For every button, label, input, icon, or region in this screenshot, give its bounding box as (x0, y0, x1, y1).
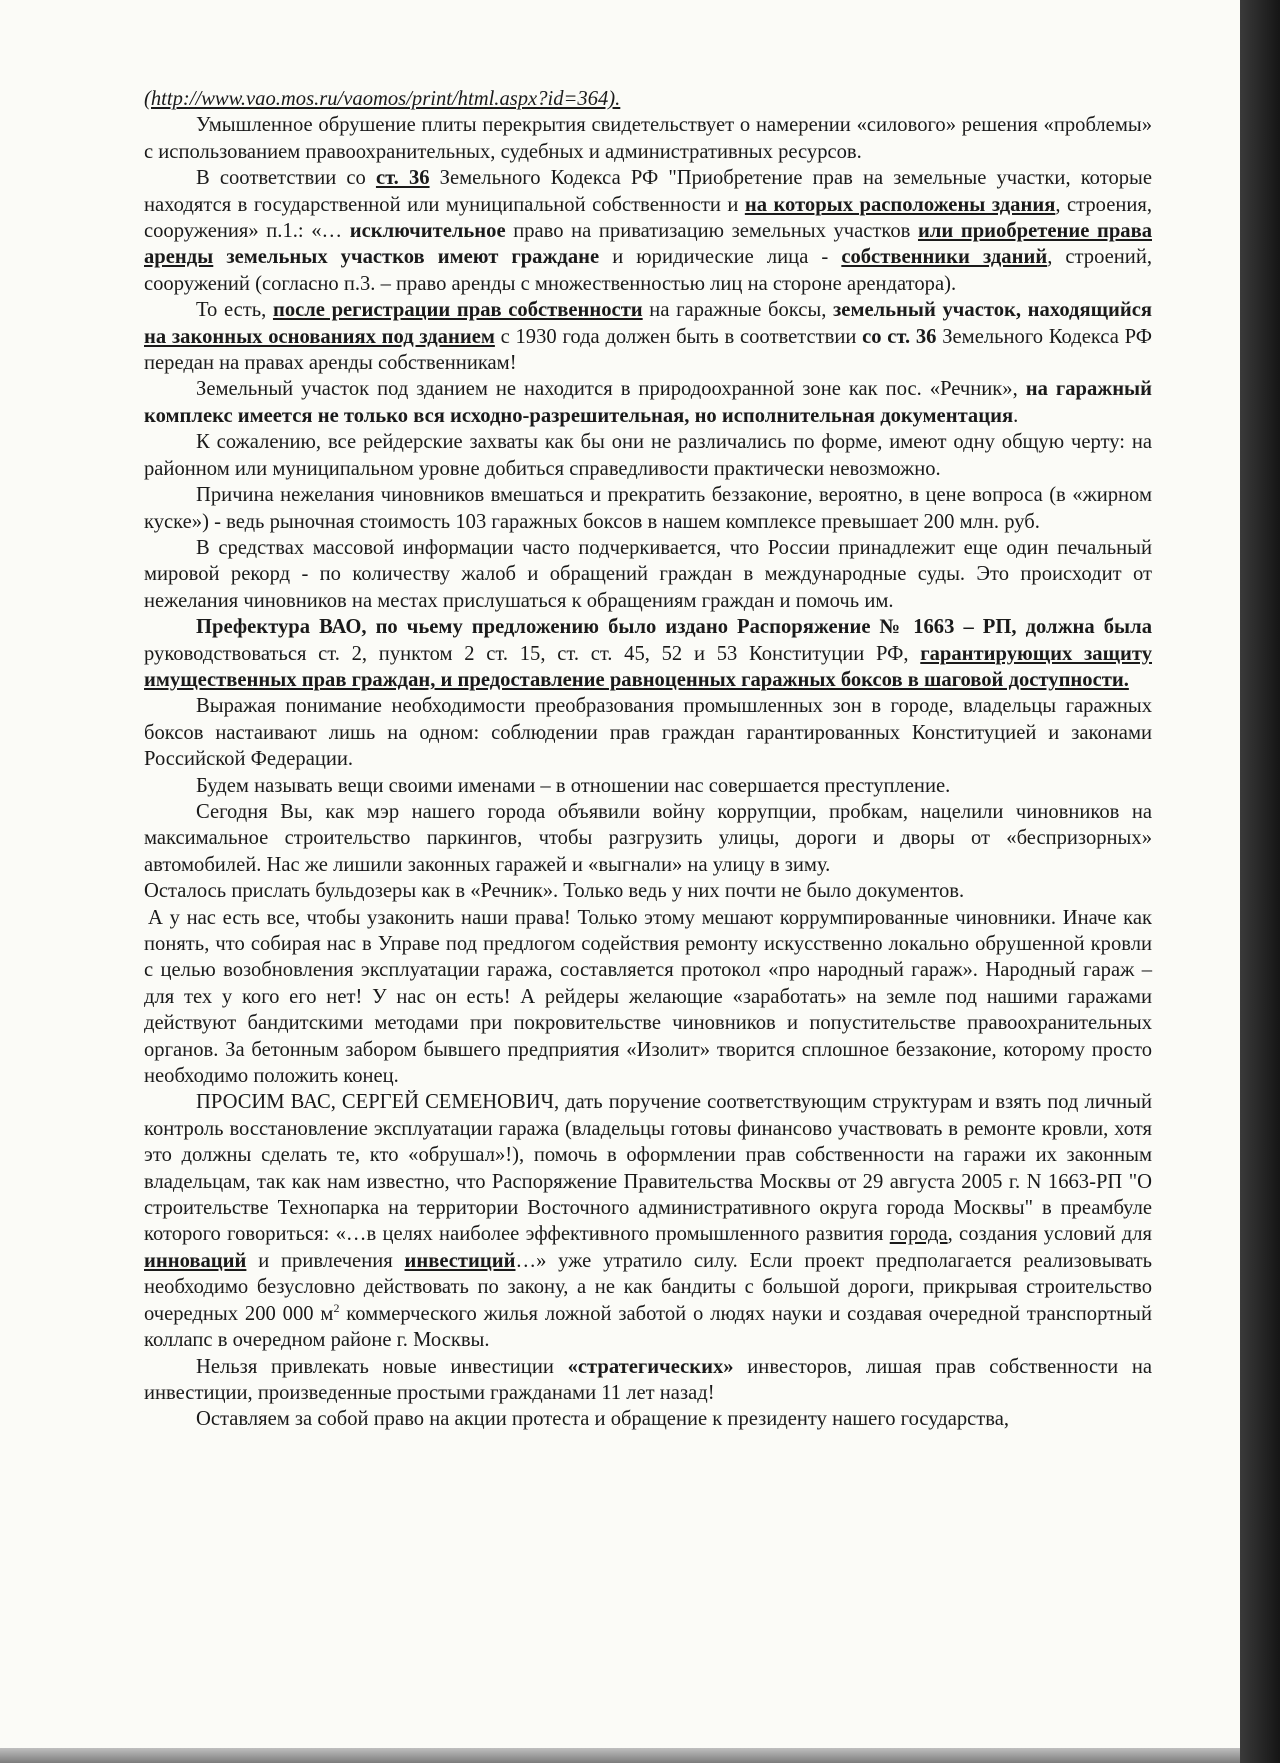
paragraph-4: Земельный участок под зданием не находится в природоохранной зоне как пос. «Речник», на гаражный комплекс имеется не только вся исходно-разрешительная, но исполнительная документация. (144, 378, 1153, 427)
paragraph-14: ПРОСИМ ВАС, СЕРГЕЙ СЕМЕНОВИЧ, дать поручение соответствующим структурам и взять под личный контроль восстановление эксплуатации гаража (владельцы готовы финансово участвовать в ремонте кровли, хотя это должны сделать те, кто «обрушал»!), помочь в оформлении прав собственности на гаражи их законным владельцам, так как нам известно, что Распоряжение Правительства Москвы от 29 августа 2005 г. N 1663-РП "О строительстве Технопарка на территории Восточного административного округа города Москвы" в преамбуле которого говориться: «…в целях наиболее эффективного промышленного развития города, создания условий для инноваций и привлечения инвестиций…» уже утратило силу. Если проект предполагается реализовывать необходимо безусловно действовать по закону, а не как бандиты с большой дороги, прикрывая строительство очередных 200 000 $м^2$ коммерческого жилья ложной заботой о людях науки и создавая очередной транспортный коллапс в очередном районе г. Москвы. (144, 1091, 1153, 1352)
source-link[interactable]: (http://www.vao.mos.ru/vaomos/print/html.aspx?id=364). (144, 88, 621, 110)
paragraph-15: Нельзя привлекать новые инвестиции «стратегических» инвесторов, лишая прав собственности на инвестиции, произведенные простыми гражданами 11 лет назад! (144, 1355, 1152, 1404)
paragraph-3: То есть, после регистрации прав собственности на гаражные боксы, земельный участок, находящийся на законных основаниях под зданием с 1930 года должен быть в соответствии со ст. 36 Земельного Кодекса РФ передан на правах аренды собственникам! (144, 299, 1152, 375)
paragraph-8: Префектура ВАО, по чьему предложению было издано Распоряжение № 1663 – РП, должна была руководствоваться ст. 2, пунктом 2 ст. 15, ст. ст. 45, 52 и 53 Конституции РФ, гарантирующих защиту имущественных прав граждан, и предоставление равноценных гаражных боксов в шаговой доступности. (144, 616, 1152, 691)
paragraph-6: Причина нежелания чиновников вмешаться и прекратить беззаконие, вероятно, в цене вопроса (в «жирном куске») - ведь рыночная стоимость 103 гаражных боксов в нашем комплексе превышает 200 млн. руб. (144, 484, 1152, 533)
paragraph-13: А у нас есть все, чтобы узаконить наши права! Только этому мешают коррумпированные чиновники. Иначе как понять, что собирая нас в Управе под предлогом содействия ремонту искусственно локально обрушенной кровли с целью возобновления эксплуатации гаража, составляется протокол «про народный гараж». Народный гараж – для тех у кого его нет! У нас он есть! А рейдеры желающие «заработать» на земле под нашими гаражами действуют бандитскими методами при покровительстве чиновников и попустительстве правоохранительных органов. За бетонным забором бывшего предприятия «Изолит» творится сплошное беззаконие, которому просто необходимо положить конец. (144, 906, 1152, 1088)
paragraph-7: В средствах массовой информации часто подчеркивается, что России принадлежит еще один печальный мировой рекорд - по количеству жалоб и обращений граждан в международные суды. Это происходит от нежелания чиновников на местах прислушаться к обращениям граждан и помочь им. (144, 536, 1152, 612)
paragraph-2: В соответствии со ст. 36 Земельного Кодекса РФ "Приобретение прав на земельные участки, которые находятся в государственной или муниципальной собственности и на которых расположены здания, строения, сооружения» п.1.: «… исключительное право на приватизацию земельных участков или приобретение права аренды земельных участков имеют граждане и юридические лица - собственники зданий, строений, сооружений (согласно п.3. – право аренды с множественностью лиц на стороне арендатора). (144, 167, 1153, 295)
paragraph-12: Осталось прислать бульдозеры как в «Речник». Только ведь у них почти не было документов. (144, 880, 965, 903)
paragraph-11: Сегодня Вы, как мэр нашего города объявили войну коррупции, пробкам, нацелили чиновников на максимальное строительство паркингов, чтобы разгрузить улицы, дороги и дворы от «беспризорных» автомобилей. Нас же лишили законных гаражей и «выгнали» на улицу в зиму. (144, 800, 1152, 876)
paragraph-1: Умышленное обрушение плиты перекрытия свидетельствует о намерении «силового» решения «проблемы» с использованием правоохранительных, судебных и административных ресурсов. (144, 114, 1152, 163)
paragraph-10: Будем называть вещи своими именами – в отношении нас совершается преступление. (196, 774, 951, 797)
source-link-line (144, 86, 1152, 112)
paragraph-5: К сожалению, все рейдерские захваты как бы они не различались по форме, имеют одну общую черту: на районном или муниципальном уровне добиться справедливости практически невозможно. (144, 431, 1152, 480)
paragraph-9: Выражая понимание необходимости преобразования промышленных зон в городе, владельцы гаражных боксов настаивают лишь на одном: соблюдении прав граждан гарантированных Конституцией и законами Российской Федерации. (144, 695, 1152, 771)
scan-dark-edge (1240, 0, 1280, 1763)
scan-bottom-edge (0, 1748, 1240, 1763)
document-body (144, 86, 1152, 1433)
paragraph-16: Оставляем за собой право на акции протеста и обращение к президенту нашего государства, (196, 1408, 1010, 1431)
